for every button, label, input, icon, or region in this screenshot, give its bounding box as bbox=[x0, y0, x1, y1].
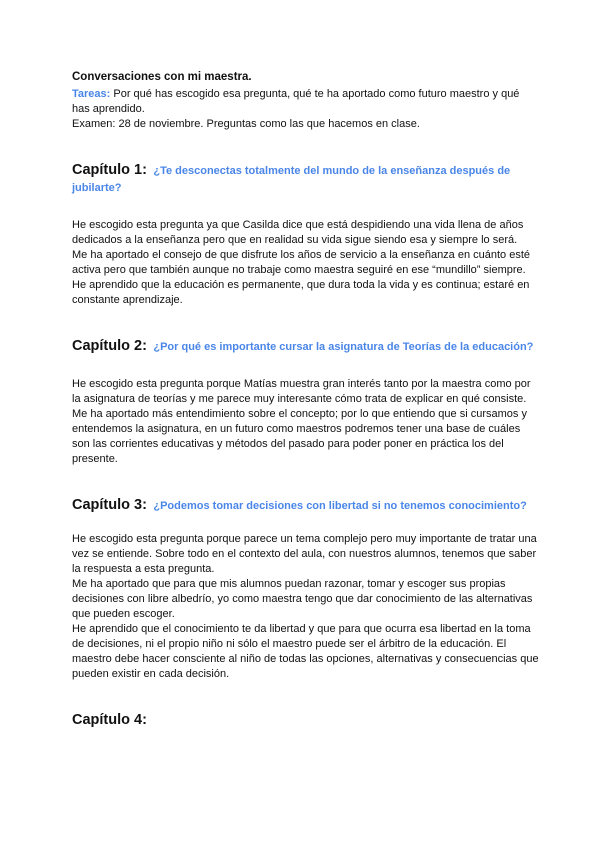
chapter-3-paragraph-1: He escogido esta pregunta porque parece un tema complejo pero muy importante de tratar una vez se entiende. Sobre todo en el contexto del aula, con nuestros alumnos, tenemos que saber la respuesta a esta pregunta. bbox=[72, 533, 537, 575]
tareas-label: Tareas: bbox=[72, 88, 111, 100]
chapter-4-label: Capítulo 4: bbox=[72, 712, 147, 728]
chapter-1-label: Capítulo 1: bbox=[72, 162, 147, 178]
chapter-1-paragraph-3: He aprendido que la educación es permanente, que dura toda la vida y es continua; estaré en constante aprendizaje. bbox=[72, 279, 530, 306]
chapter-1 bbox=[72, 162, 540, 308]
chapter-2-question: ¿Por qué es importante cursar la asignatura de Teorías de la educación? bbox=[153, 341, 534, 353]
document-title: Conversaciones con mi maestra. bbox=[72, 71, 252, 83]
chapter-3-question: ¿Podemos tomar decisiones con libertad si no tenemos conocimiento? bbox=[153, 500, 527, 512]
chapter-2-paragraph-2: Me ha aportado más entendimiento sobre el concepto; por lo que entiendo que si cursamos y entendemos la asignatura, en un futuro como maestros podremos tener una base de cuáles son las corrientes educativas y métodos del pasado para poder poner en práctica los del presente. bbox=[72, 408, 527, 465]
chapter-3-paragraph-2: Me ha aportado que para que mis alumnos puedan razonar, tomar y escoger sus propias decisiones con libre albedrío, yo como maestra tengo que dar conocimiento de las alternativas que pueden escoger. bbox=[72, 578, 533, 620]
chapter-3 bbox=[72, 497, 540, 682]
chapter-1-heading bbox=[72, 162, 540, 196]
tareas-line bbox=[72, 87, 540, 117]
chapter-4 bbox=[72, 712, 540, 728]
chapter-3-paragraph-3: He aprendido que el conocimiento te da libertad y que para que ocurra esa libertad en la toma de decisiones, ni el propio niño ni sólo el maestro puede ser el árbitro de la educación. El maestro debe hacer consciente al niño de todas las opciones, alternativas y consecuencias que pueden existir en cada decisión. bbox=[72, 623, 539, 680]
chapter-3-label: Capítulo 3: bbox=[72, 497, 147, 513]
chapter-1-question: ¿Te desconectas totalmente del mundo de la enseñanza después de jubilarte? bbox=[72, 165, 511, 194]
chapter-4-heading bbox=[72, 712, 540, 728]
chapter-2-heading bbox=[72, 338, 540, 355]
chapter-1-paragraph-2: Me ha aportado el consejo de que disfrute los años de servicio a la enseñanza en cuánto esté activa pero que también aunque no trabaje como maestra seguiré en ese “mundillo” siempre. bbox=[72, 249, 531, 276]
chapter-3-heading bbox=[72, 497, 540, 514]
chapter-1-paragraph-1: He escogido esta pregunta ya que Casilda dice que está despidiendo una vida llena de años dedicados a la enseñanza pero que en realidad su vida sigue siendo esa y siempre lo será. bbox=[72, 219, 524, 246]
exam-line: Examen: 28 de noviembre. Preguntas como las que hacemos en clase. bbox=[72, 118, 420, 130]
tareas-text: Por qué has escogido esa pregunta, qué te ha aportado como futuro maestro y qué has aprendido. bbox=[72, 88, 520, 115]
chapter-2-label: Capítulo 2: bbox=[72, 338, 147, 354]
document-header bbox=[72, 70, 540, 132]
chapter-2-paragraph-1: He escogido esta pregunta porque Matías muestra gran interés tanto por la maestra como por la asignatura de teorías y me parece muy interesante cómo trata de explicar en qué consiste. bbox=[72, 378, 531, 405]
chapter-2 bbox=[72, 338, 540, 467]
